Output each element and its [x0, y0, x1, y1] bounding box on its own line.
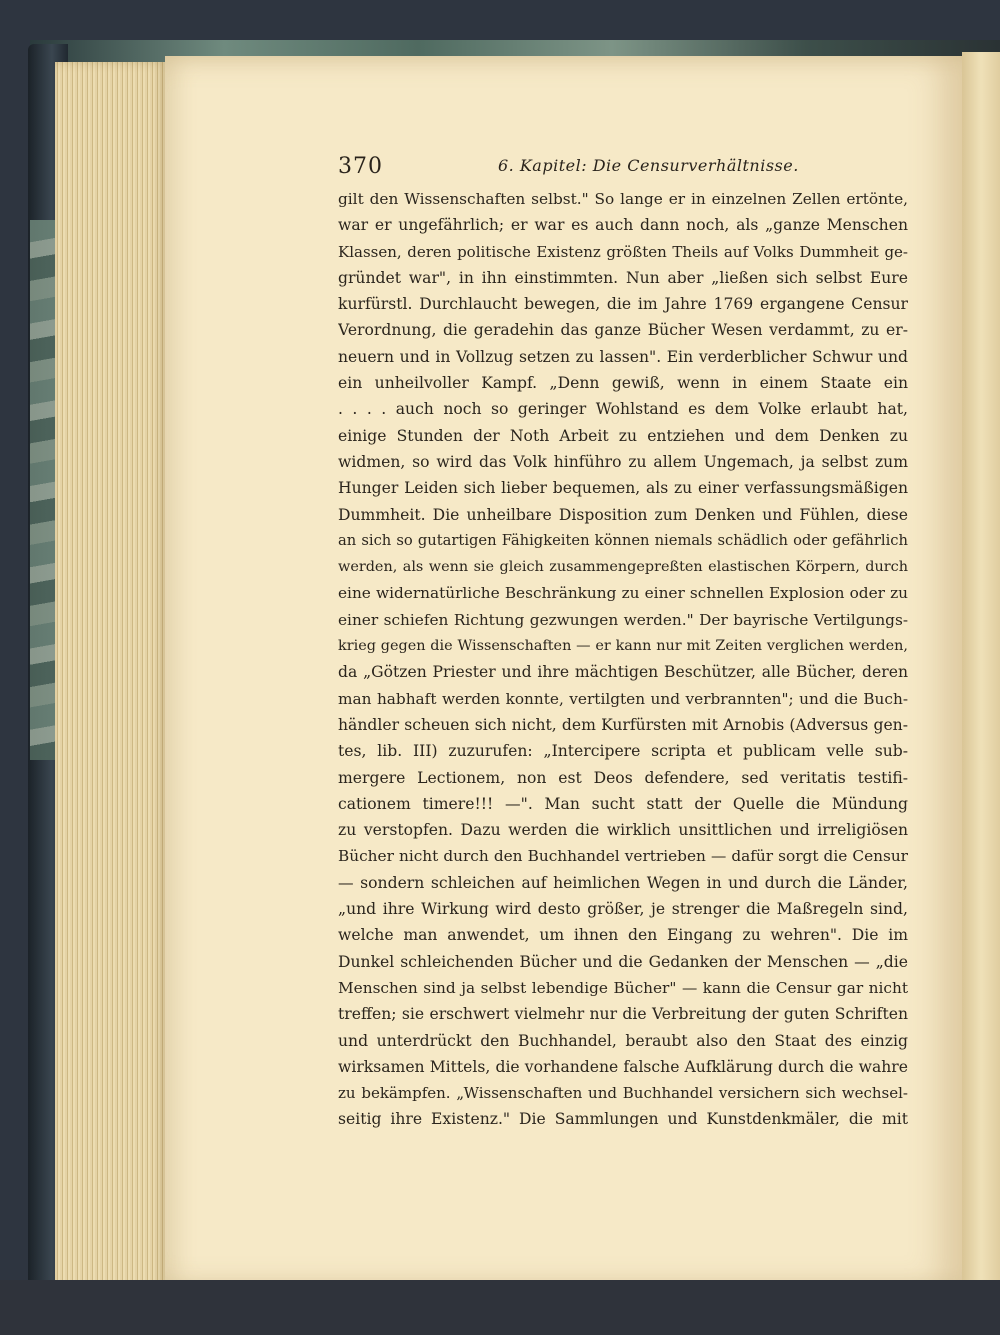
text-line: gilt den Wissenschaften selbst." So lange er in einzelnen Zellen ertönte,	[338, 190, 908, 208]
text-line: Menschen sind ja selbst lebendige Bücher" — kann die Censur gar nicht	[338, 978, 908, 997]
text-line: ein unheilvoller Kampf. „Denn gewiß, wenn in einem Staate ein	[338, 374, 908, 393]
text-line: Hunger Leiden sich lieber bequemen, als zu einer verfassungsmäßigen	[338, 479, 908, 498]
text-line: kurfürstl. Durchlaucht bewegen, die im Jahre 1769 ergangene Censur	[338, 295, 908, 314]
text-line: seitig ihre Existenz." Die Sammlungen und Kunstdenkmäler, die mit	[338, 1110, 908, 1129]
text-line: zu bekämpfen. „Wissenschaften und Buchhandel versichern sich wechsel-	[338, 1084, 908, 1103]
text-line: cationem timere!!! —". Man sucht statt der Quelle die Mündung	[338, 794, 908, 813]
text-line: — sondern schleichen auf heimlichen Wegen in und durch die Länder,	[338, 873, 908, 892]
text-line: werden, als wenn sie gleich zusammengepreßten elastischen Körpern, durch	[338, 559, 908, 576]
text-line: da „Götzen Priester und ihre mächtigen Beschützer, alle Bücher, deren	[338, 663, 908, 682]
text-line: Bücher nicht durch den Buchhandel vertrieben — dafür sorgt die Censur	[338, 847, 908, 866]
text-line: widmen, so wird das Volk hinführo zu allem Ungemach, ja selbst zum	[338, 452, 908, 471]
text-line: Verordnung, die geradehin das ganze Bücher Wesen verdammt, zu er-	[338, 321, 908, 340]
text-line: einer schiefen Richtung gezwungen werden." Der bayrische Vertilgungs-	[338, 610, 908, 629]
page-number: 370	[338, 154, 383, 179]
text-line: eine widernatürliche Beschränkung zu einer schnellen Explosion oder zu	[338, 584, 908, 603]
text-line: und unterdrückt den Buchhandel, beraubt also den Staat des einzig	[338, 1031, 908, 1050]
text-line: Dummheit. Die unheilbare Disposition zum Denken und Fühlen, diese	[338, 505, 908, 524]
text-line: welche man anwendet, um ihnen den Eingang zu wehren". Die im	[338, 926, 908, 945]
text-line: krieg gegen die Wissenschaften — er kann nur mit Zeiten verglichen werden,	[338, 638, 908, 655]
text-line: man habhaft werden konnte, vertilgten und verbrannten"; und die Buch-	[338, 689, 908, 708]
text-line: zu verstopfen. Dazu werden die wirklich unsittlichen und irreligiösen	[338, 821, 908, 840]
text-line: wirksamen Mittels, die vorhandene falsche Aufklärung durch die wahre	[338, 1057, 908, 1076]
page-header	[338, 152, 908, 186]
text-line: gründet war", in ihn einstimmten. Nun aber „ließen sich selbst Eure	[338, 268, 908, 287]
text-line: mergere Lectionem, non est Deos defendere, sed veritatis testifi-	[338, 768, 908, 787]
text-line: „und ihre Wirkung wird desto größer, je strenger die Maßregeln sind,	[338, 900, 908, 919]
text-line: treffen; sie erschwert vielmehr nur die Verbreitung der guten Schriften	[338, 1005, 908, 1024]
text-line: war er ungefährlich; er war es auch dann noch, als „ganze Menschen	[338, 216, 908, 235]
background-surface	[0, 1280, 1000, 1335]
text-line: einige Stunden der Noth Arbeit zu entziehen und dem Denken zu	[338, 426, 908, 445]
adjacent-page-edge	[962, 52, 1000, 1282]
text-line: Klassen, deren politische Existenz größten Theils auf Volks Dummheit ge-	[338, 242, 908, 261]
body-text	[338, 186, 908, 1133]
text-line: tes, lib. III) zuzurufen: „Intercipere scripta et publicam velle sub-	[338, 742, 908, 761]
text-line: neuern und in Vollzug setzen zu lassen". Ein verderblicher Schwur und	[338, 347, 908, 366]
running-head: 6. Kapitel: Die Censurverhältnisse.	[498, 156, 799, 175]
page-stack-edge	[55, 62, 167, 1290]
text-line: an sich so gutartigen Fähigkeiten können niemals schädlich oder gefährlich	[338, 531, 908, 549]
text-line: . . . . auch noch so geringer Wohlstand es dem Volke erlaubt hat,	[338, 400, 908, 419]
text-line: händler scheuen sich nicht, dem Kurfürsten mit Arnobis (Adversus gen-	[338, 715, 908, 734]
text-line: Dunkel schleichenden Bücher und die Gedanken der Menschen — „die	[338, 952, 908, 971]
